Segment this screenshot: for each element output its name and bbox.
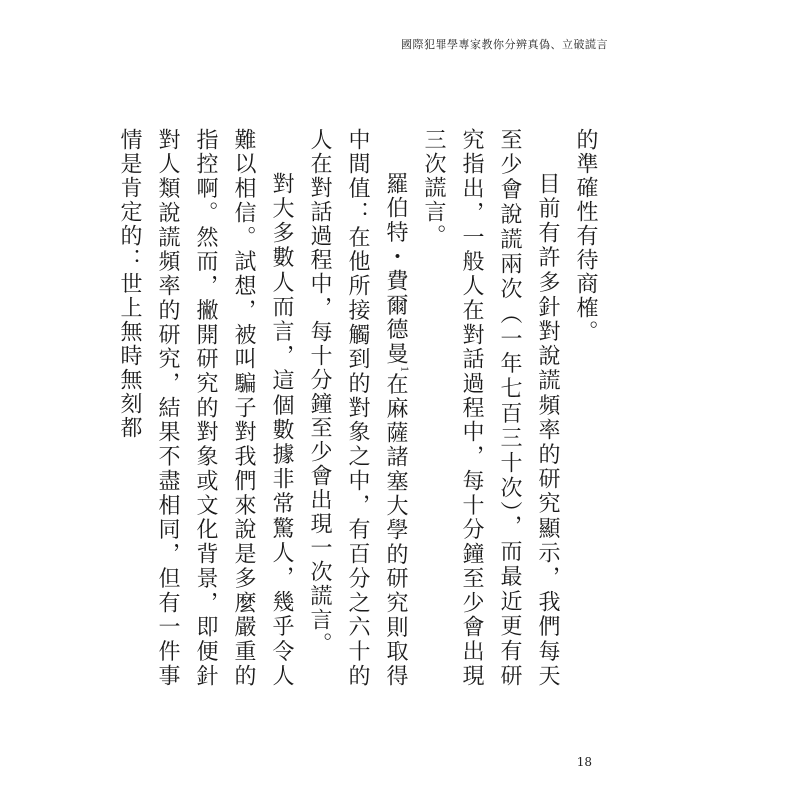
footnote-marker: 1 (398, 366, 409, 373)
feldman-study-text: 在麻薩諸塞大學的研究則取得中間值：在他所接觸到的對象之中，有百分之六十的人在對話過程中，每十分鐘至少會出現一次謊言。 (307, 128, 408, 689)
paragraph-feldman-study (300, 128, 414, 688)
vertical-text-body (117, 128, 604, 689)
paragraph-continuation: 的準確性有待商榷。 (573, 128, 598, 344)
paragraph-lying-frequency: 目前有許多針對說謊頻率的研究顯示，我們每天至少會說謊兩次（一年七百三十次），而最近更有研究指出，一般人在對話過程中，每十分鐘至少會出現三次謊言。 (421, 128, 560, 688)
paragraph-reaction: 對大多數人而言，這個數據非常驚人，幾乎令人難以相信。試想，被叫騙子對我們來說是多麼嚴重的指控啊。然而，撇開研究的對象或文化背景，即便針對人類說謊頻率的研究，結果不盡相同，但有一件事情是肯定的：世上無時無刻都 (117, 128, 294, 688)
page-number: 18 (576, 755, 592, 769)
feldman-name: 羅伯特・費爾德曼 (383, 172, 408, 367)
running-header: 國際犯罪學專家教你分辨真偽、立破謊言 (401, 38, 608, 51)
